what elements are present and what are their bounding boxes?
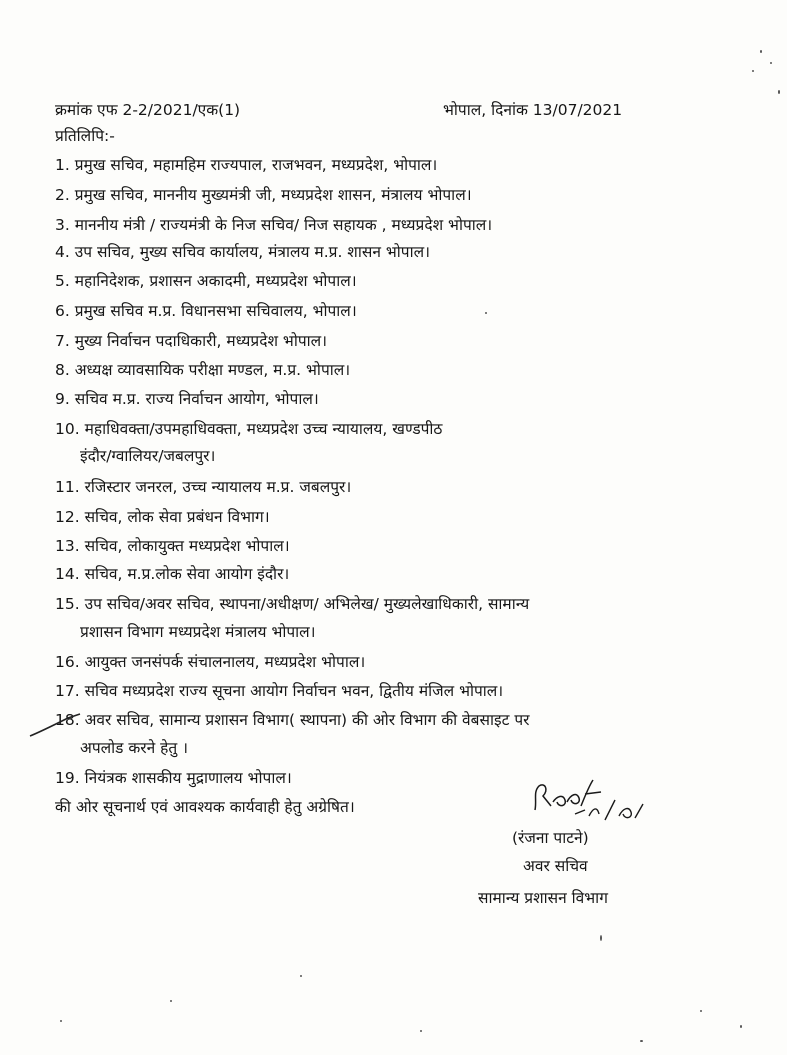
list-item: 11. रजिस्टार जनरल, उच्च न्यायालय म.प्र. जबलपुर। bbox=[55, 478, 352, 496]
handwritten-tick-mark bbox=[28, 712, 88, 742]
list-item-continuation: अपलोड करने हेतु । bbox=[80, 739, 189, 757]
list-item: 6. प्रमुख सचिव म.प्र. विधानसभा सचिवालय, भोपाल। bbox=[55, 302, 357, 320]
list-item: 16. आयुक्त जनसंपर्क संचालनालय, मध्यप्रदेश भोपाल। bbox=[55, 653, 366, 671]
list-item: 14. सचिव, म.प्र.लोक सेवा आयोग इंदौर। bbox=[55, 565, 290, 583]
list-item: 8. अध्यक्ष व्यावसायिक परीक्षा मण्डल, म.प्र. भोपाल। bbox=[55, 361, 351, 379]
reference-number: क्रमांक एफ 2-2/2021/एक(1) bbox=[55, 101, 241, 119]
list-item: 9. सचिव म.प्र. राज्य निर्वाचन आयोग, भोपाल। bbox=[55, 390, 319, 408]
list-item: 5. महानिदेशक, प्रशासन अकादमी, मध्यप्रदेश भोपाल। bbox=[55, 272, 357, 290]
signatory-designation: अवर सचिव bbox=[523, 857, 588, 875]
list-item: 18. अवर सचिव, सामान्य प्रशासन विभाग( स्थापना) की ओर विभाग की वेबसाइट पर bbox=[55, 711, 530, 729]
list-item-continuation: इंदौर/ग्वालियर/जबलपुर। bbox=[80, 447, 216, 465]
list-item: 15. उप सचिव/अवर सचिव, स्थापना/अधीक्षण/ अभिलेख/ मुख्यलेखाधिकारी, सामान्य bbox=[55, 595, 530, 613]
signatory-name: (रंजना पाटने) bbox=[512, 829, 589, 847]
place-date: भोपाल, दिनांक 13/07/2021 bbox=[443, 101, 623, 119]
list-item: 12. सचिव, लोक सेवा प्रबंधन विभाग। bbox=[55, 508, 270, 526]
list-item: 1. प्रमुख सचिव, महामहिम राज्यपाल, राजभवन, मध्यप्रदेश, भोपाल। bbox=[55, 156, 438, 174]
list-item: 7. मुख्य निर्वाचन पदाधिकारी, मध्यप्रदेश भोपाल। bbox=[55, 332, 328, 350]
copy-to-heading: प्रतिलिपि:- bbox=[55, 127, 115, 145]
list-item: 13. सचिव, लोकायुक्त मध्यप्रदेश भोपाल। bbox=[55, 537, 290, 555]
handwritten-signature bbox=[515, 772, 655, 832]
list-item-continuation: प्रशासन विभाग मध्यप्रदेश मंत्रालय भोपाल। bbox=[80, 623, 316, 641]
list-item: 4. उप सचिव, मुख्य सचिव कार्यालय, मंत्रालय म.प्र. शासन भोपाल। bbox=[55, 243, 430, 261]
list-item: 10. महाधिवक्ता/उपमहाधिवक्ता, मध्यप्रदेश उच्च न्यायालय, खण्डपीठ bbox=[55, 420, 443, 438]
list-item: 19. नियंत्रक शासकीय मुद्राणालय भोपाल। bbox=[55, 769, 292, 787]
signatory-department: सामान्य प्रशासन विभाग bbox=[478, 889, 608, 907]
list-item: 17. सचिव मध्यप्रदेश राज्य सूचना आयोग निर्वाचन भवन, द्वितीय मंजिल भोपाल। bbox=[55, 682, 504, 700]
closing-line: की ओर सूचनार्थ एवं आवश्यक कार्यवाही हेतु अग्रेषित। bbox=[55, 798, 355, 816]
list-item: 2. प्रमुख सचिव, माननीय मुख्यमंत्री जी, मध्यप्रदेश शासन, मंत्रालय भोपाल। bbox=[55, 186, 472, 204]
list-item: 3. माननीय मंत्री / राज्यमंत्री के निज सचिव/ निज सहायक , मध्यप्रदेश भोपाल। bbox=[55, 216, 493, 234]
